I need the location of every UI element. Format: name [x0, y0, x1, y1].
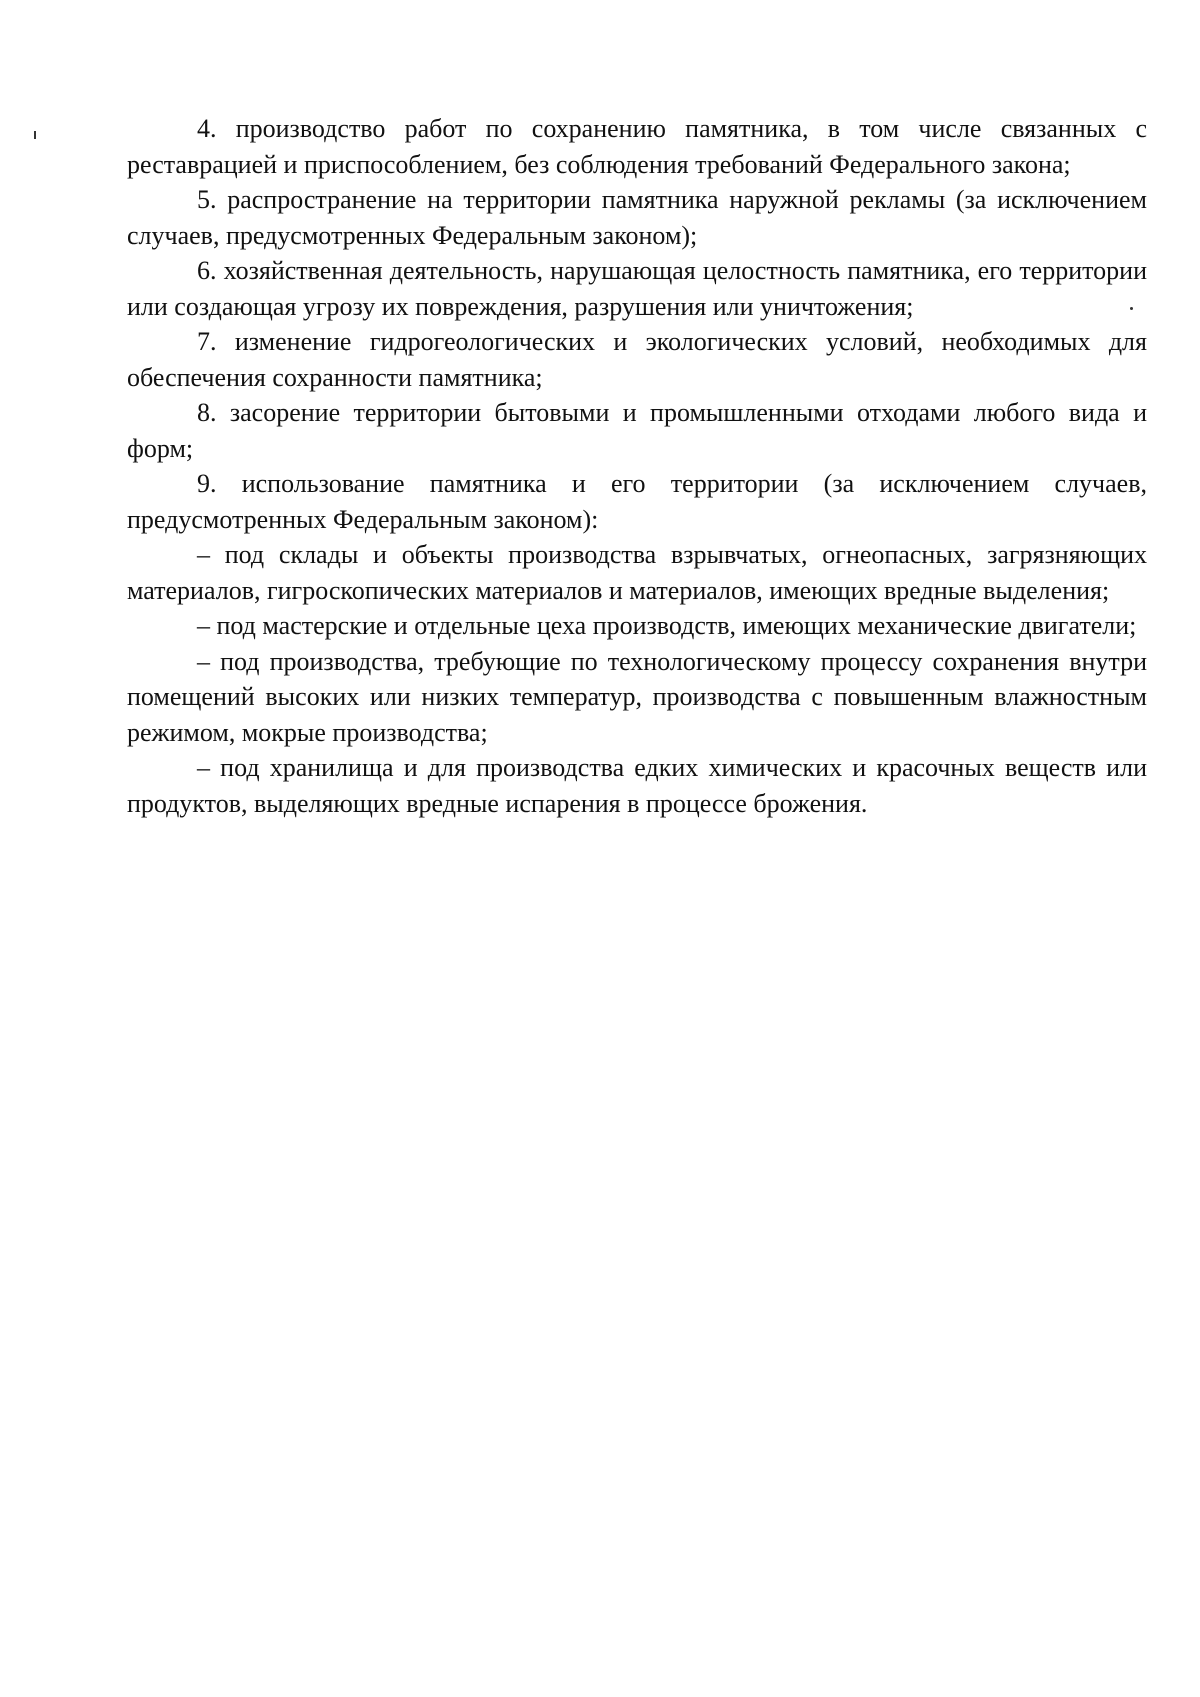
- paragraph-item-6: 6. хозяйственная деятельность, нарушающая целостность памятника, его территории или создающая угрозу их повреждения, разрушения или уничтожения;: [127, 256, 1147, 321]
- subitem-warehouses: – под склады и объекты производства взрывчатых, огнеопасных, загрязняющих материалов, гигроскопических материалов и материалов, имеющих вредные выделения;: [127, 540, 1147, 605]
- paragraph-item-8: 8. засорение территории бытовыми и промышленными отходами любого вида и форм;: [127, 398, 1147, 463]
- document-body: [127, 111, 1147, 821]
- paragraph-item-7: 7. изменение гидрогеологических и экологических условий, необходимых для обеспечения сохранности памятника;: [127, 327, 1147, 392]
- paragraph-item-4: 4. производство работ по сохранению памятника, в том числе связанных с реставрацией и приспособлением, без соблюдения требований Федерального закона;: [127, 114, 1147, 179]
- scan-mark: [34, 131, 36, 139]
- subitem-temperature-production: – под производства, требующие по технологическому процессу сохранения внутри помещений высоких или низких температур, производства с повышенным влажностным режимом, мокрые производства;: [127, 646, 1147, 747]
- subitem-storage-chemicals: – под хранилища и для производства едких химических и красочных веществ или продуктов, выделяющих вредные испарения в процессе брожения.: [127, 753, 1147, 818]
- paragraph-item-9: 9. использование памятника и его территории (за исключением случаев, предусмотренных Федеральным законом):: [127, 469, 1147, 534]
- subitem-workshops: – под мастерские и отдельные цеха производств, имеющих механические двигатели;: [197, 611, 1137, 640]
- paragraph-item-5: 5. распространение на территории памятника наружной рекламы (за исключением случаев, предусмотренных Федеральным законом);: [127, 185, 1147, 250]
